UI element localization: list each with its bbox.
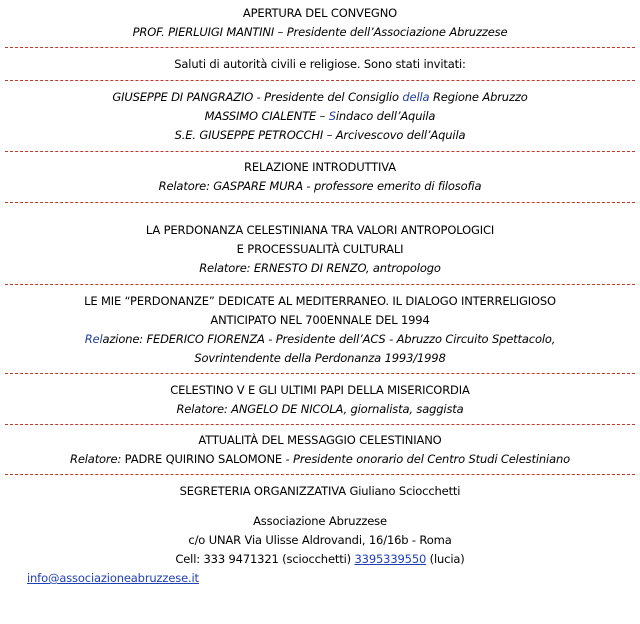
attualita-speaker: Relatore: PADRE QUIRINO SALOMONE - Presidente onorario del Centro Studi Celestiniano	[69, 452, 570, 466]
med-title-1: LE MIE “PERDONANZE” DEDICATE AL MEDITERRANEO. IL DIALOGO INTERRELIGIOSO	[84, 294, 556, 308]
association-name: Associazione Abruzzese	[253, 514, 387, 528]
divider	[5, 80, 635, 81]
divider	[5, 284, 635, 285]
invited-line-3: S.E. GIUSEPPE PETROCCHI – Arcivescovo dell’Aquila	[174, 128, 466, 142]
attualita-title: ATTUALITÀ DEL MESSAGGIO CELESTINIANO	[198, 433, 442, 447]
section-secretariat	[0, 482, 640, 501]
celestino-speaker: Relatore: ANGELO DE NICOLA, giornalista, saggista	[176, 402, 464, 416]
phone-line: Cell: 333 9471321 (sciocchetti) 3395339550 (lucia)	[175, 552, 465, 566]
celestino-title: CELESTINO V E GLI ULTIMI PAPI DELLA MISERICORDIA	[170, 383, 470, 397]
divider	[5, 202, 635, 203]
med-title-2: ANTICIPATO NEL 700ENNALE DEL 1994	[210, 313, 430, 327]
divider	[5, 151, 635, 152]
divider	[5, 47, 635, 48]
divider	[5, 474, 635, 475]
opening-title: APERTURA DEL CONVEGNO	[242, 6, 398, 20]
email-line	[0, 569, 640, 588]
section-opening	[0, 4, 640, 42]
intro-title: RELAZIONE INTRODUTTIVA	[244, 160, 396, 174]
values-speaker: Relatore: ERNESTO DI RENZO, antropologo	[199, 261, 441, 275]
section-intro-report	[0, 158, 640, 196]
phone-link[interactable]: 3395339550	[354, 552, 427, 566]
secretariat-line: SEGRETERIA ORGANIZZATIVA Giuliano Sciocchetti	[179, 484, 461, 498]
section-invited	[0, 88, 640, 145]
greetings-title: Saluti di autorità civili e religiose. Sono stati invitati:	[174, 57, 466, 71]
divider	[5, 424, 635, 425]
address-line: c/o UNAR Via Ulisse Aldrovandi, 16/16b - Roma	[188, 533, 452, 547]
invited-line-1: GIUSEPPE DI PANGRAZIO - Presidente del Consiglio della Regione Abruzzo	[112, 90, 528, 104]
email-link[interactable]: info@associazioneabruzzese.it	[27, 571, 199, 585]
section-attualita	[0, 431, 640, 469]
intro-speaker: Relatore: GASPARE MURA - professore emerito di filosofia	[158, 179, 482, 193]
med-speaker-2: Sovrintendente della Perdonanza 1993/1998	[194, 351, 446, 365]
section-perdonanza-values	[0, 221, 640, 278]
section-greetings	[0, 55, 640, 74]
med-speaker-1: Relazione: FEDERICO FIORENZA - Presidente dell’ACS - Abruzzo Circuito Spettacolo,	[84, 332, 556, 346]
divider	[5, 373, 635, 374]
section-contacts	[0, 512, 640, 588]
values-title-2: E PROCESSUALITÀ CULTURALI	[236, 242, 404, 256]
opening-speaker: PROF. PIERLUIGI MANTINI – Presidente dell’Associazione Abruzzese	[132, 25, 508, 39]
values-title-1: LA PERDONANZA CELESTINIANA TRA VALORI ANTROPOLOGICI	[145, 223, 495, 237]
section-mediterranean	[0, 292, 640, 368]
section-celestino	[0, 381, 640, 419]
invited-line-2: MASSIMO CIALENTE – Sindaco dell’Aquila	[204, 109, 436, 123]
